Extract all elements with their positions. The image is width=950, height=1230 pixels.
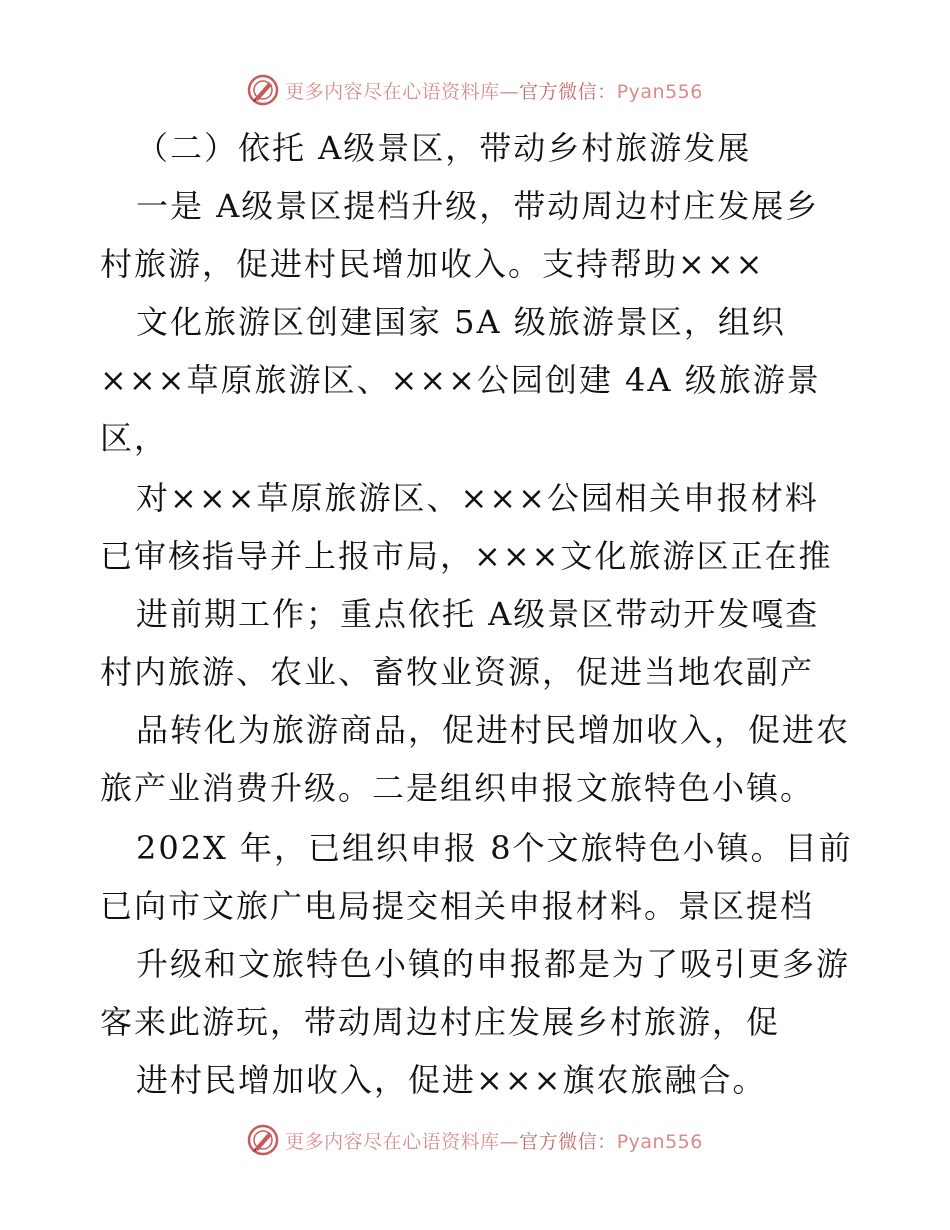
paragraph-line: ×××草原旅游区、×××公园创建 4A 级旅游景 <box>100 361 821 399</box>
scroll-pen-logo-icon <box>247 1124 279 1156</box>
watermark-text: 更多内容尽在心语资料库—官方微信：Pyan556 <box>285 80 703 103</box>
paragraph-line: 已审核指导并上报市局，×××文化旅游区正在推 <box>100 537 833 575</box>
section-heading: （二）依托 A级景区，带动乡村旅游发展 <box>136 129 752 167</box>
paragraph-line: 村旅游，促进村民增加收入。支持帮助××× <box>100 245 765 283</box>
paragraph-line: 202X 年，已组织申报 8个文旅特色小镇。目前 <box>136 829 853 867</box>
watermark-text: 更多内容尽在心语资料库—官方微信：Pyan556 <box>285 1130 703 1153</box>
paragraph-line: 旅产业消费升级。二是组织申报文旅特色小镇。 <box>100 769 815 807</box>
watermark-footer <box>0 1122 950 1158</box>
paragraph-line: 一是 A级景区提档升级，带动周边村庄发展乡 <box>136 187 820 225</box>
paragraph-line: 村内旅游、农业、畜牧业资源，促进当地农副产 <box>100 653 815 691</box>
paragraph-line: 升级和文旅特色小镇的申报都是为了吸引更多游 <box>136 945 851 983</box>
paragraph-line: 进前期工作；重点依托 A级景区带动开发嘎查 <box>136 595 820 633</box>
paragraph-line: 已向市文旅广电局提交相关申报材料。景区提档 <box>100 887 815 925</box>
paragraph-line: 进村民增加收入，促进×××旗农旅融合。 <box>136 1061 767 1099</box>
paragraph-line: 区， <box>100 419 169 457</box>
watermark-header <box>0 72 950 108</box>
paragraph-line: 对×××草原旅游区、×××公园相关申报材料 <box>136 479 819 517</box>
scroll-pen-logo-icon <box>247 74 279 106</box>
paragraph-line: 客来此游玩，带动周边村庄发展乡村旅游，促 <box>100 1003 781 1041</box>
paragraph-line: 文化旅游区创建国家 5A 级旅游景区，组织 <box>136 303 786 341</box>
paragraph-line: 品转化为旅游商品，促进村民增加收入，促进农 <box>136 711 851 749</box>
